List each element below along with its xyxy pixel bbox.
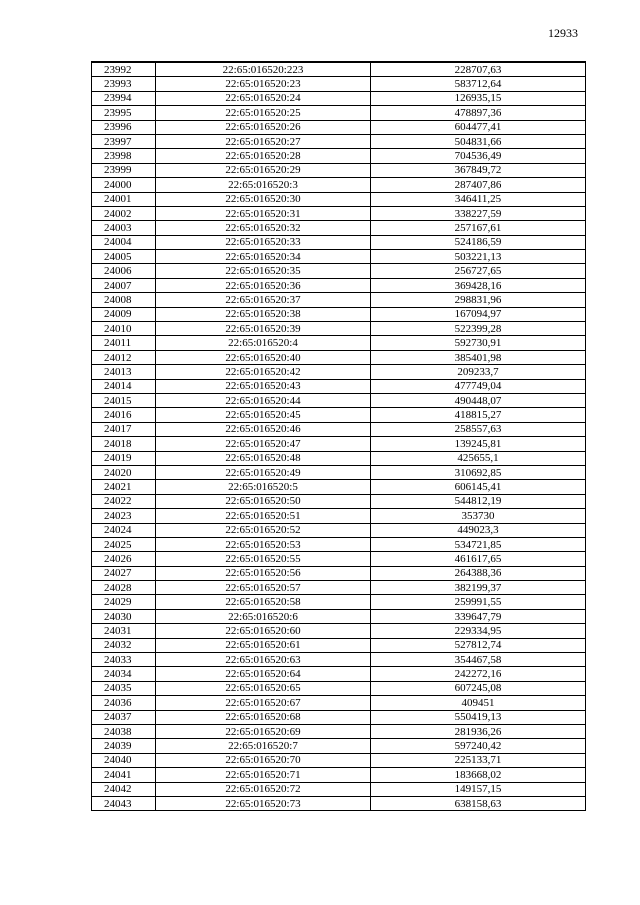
cadastral-number-cell: 22:65:016520:56 bbox=[156, 566, 371, 580]
row-index-cell: 24038 bbox=[92, 724, 156, 738]
cadastral-number-cell: 22:65:016520:72 bbox=[156, 782, 371, 796]
row-index-cell: 24010 bbox=[92, 322, 156, 336]
table-row bbox=[92, 537, 586, 551]
table-row bbox=[92, 724, 586, 738]
cadastral-number-cell: 22:65:016520:53 bbox=[156, 537, 371, 551]
value-cell: 225133,71 bbox=[371, 753, 586, 767]
cadastral-number-cell: 22:65:016520:57 bbox=[156, 581, 371, 595]
row-index-cell: 24021 bbox=[92, 480, 156, 494]
table-row bbox=[92, 379, 586, 393]
cadastral-number-cell: 22:65:016520:39 bbox=[156, 322, 371, 336]
row-index-cell: 24027 bbox=[92, 566, 156, 580]
row-index-cell: 24017 bbox=[92, 422, 156, 436]
row-index-cell: 23995 bbox=[92, 106, 156, 120]
row-index-cell: 24035 bbox=[92, 681, 156, 695]
row-index-cell: 24024 bbox=[92, 523, 156, 537]
table-row bbox=[92, 624, 586, 638]
table-row bbox=[92, 393, 586, 407]
table-row bbox=[92, 106, 586, 120]
cadastral-number-cell: 22:65:016520:25 bbox=[156, 106, 371, 120]
value-cell: 229334,95 bbox=[371, 624, 586, 638]
cadastral-number-cell: 22:65:016520:223 bbox=[156, 62, 371, 77]
value-cell: 604477,41 bbox=[371, 120, 586, 134]
value-cell: 167094,97 bbox=[371, 307, 586, 321]
row-index-cell: 24030 bbox=[92, 609, 156, 623]
cadastral-number-cell: 22:65:016520:67 bbox=[156, 696, 371, 710]
value-cell: 139245,81 bbox=[371, 437, 586, 451]
value-cell: 242272,16 bbox=[371, 667, 586, 681]
cadastral-number-cell: 22:65:016520:37 bbox=[156, 293, 371, 307]
table-row bbox=[92, 653, 586, 667]
table-row bbox=[92, 250, 586, 264]
value-cell: 503221,13 bbox=[371, 250, 586, 264]
value-cell: 264388,36 bbox=[371, 566, 586, 580]
row-index-cell: 24006 bbox=[92, 264, 156, 278]
value-cell: 550419,13 bbox=[371, 710, 586, 724]
table-row bbox=[92, 278, 586, 292]
value-cell: 209233,7 bbox=[371, 365, 586, 379]
row-index-cell: 24019 bbox=[92, 451, 156, 465]
table-row bbox=[92, 336, 586, 350]
table-row bbox=[92, 768, 586, 782]
table-row bbox=[92, 480, 586, 494]
row-index-cell: 23997 bbox=[92, 134, 156, 148]
value-cell: 592730,91 bbox=[371, 336, 586, 350]
table-row bbox=[92, 91, 586, 105]
cadastral-number-cell: 22:65:016520:34 bbox=[156, 250, 371, 264]
cadastral-number-cell: 22:65:016520:61 bbox=[156, 638, 371, 652]
value-cell: 354467,58 bbox=[371, 653, 586, 667]
table-row bbox=[92, 494, 586, 508]
table-row bbox=[92, 408, 586, 422]
cadastral-number-cell: 22:65:016520:4 bbox=[156, 336, 371, 350]
table-row bbox=[92, 235, 586, 249]
value-cell: 704536,49 bbox=[371, 149, 586, 163]
row-index-cell: 24004 bbox=[92, 235, 156, 249]
value-cell: 490448,07 bbox=[371, 393, 586, 407]
table-row bbox=[92, 581, 586, 595]
table-row bbox=[92, 307, 586, 321]
value-cell: 418815,27 bbox=[371, 408, 586, 422]
value-cell: 606145,41 bbox=[371, 480, 586, 494]
row-index-cell: 24037 bbox=[92, 710, 156, 724]
cadastral-number-cell: 22:65:016520:26 bbox=[156, 120, 371, 134]
row-index-cell: 24034 bbox=[92, 667, 156, 681]
cadastral-number-cell: 22:65:016520:27 bbox=[156, 134, 371, 148]
value-cell: 504831,66 bbox=[371, 134, 586, 148]
row-index-cell: 24009 bbox=[92, 307, 156, 321]
row-index-cell: 24025 bbox=[92, 537, 156, 551]
row-index-cell: 23996 bbox=[92, 120, 156, 134]
cadastral-number-cell: 22:65:016520:36 bbox=[156, 278, 371, 292]
row-index-cell: 24039 bbox=[92, 739, 156, 753]
table-row bbox=[92, 350, 586, 364]
table-row bbox=[92, 322, 586, 336]
value-cell: 149157,15 bbox=[371, 782, 586, 796]
row-index-cell: 24031 bbox=[92, 624, 156, 638]
table-row bbox=[92, 465, 586, 479]
cadastral-number-cell: 22:65:016520:70 bbox=[156, 753, 371, 767]
cadastral-number-cell: 22:65:016520:51 bbox=[156, 509, 371, 523]
value-cell: 367849,72 bbox=[371, 163, 586, 177]
value-cell: 544812,19 bbox=[371, 494, 586, 508]
table-row bbox=[92, 264, 586, 278]
row-index-cell: 24032 bbox=[92, 638, 156, 652]
table-row bbox=[92, 365, 586, 379]
value-cell: 597240,42 bbox=[371, 739, 586, 753]
value-cell: 310692,85 bbox=[371, 465, 586, 479]
table-row bbox=[92, 796, 586, 810]
row-index-cell: 24022 bbox=[92, 494, 156, 508]
row-index-cell: 23999 bbox=[92, 163, 156, 177]
value-cell: 346411,25 bbox=[371, 192, 586, 206]
row-index-cell: 24036 bbox=[92, 696, 156, 710]
table-row bbox=[92, 523, 586, 537]
cadastral-number-cell: 22:65:016520:50 bbox=[156, 494, 371, 508]
table-row bbox=[92, 782, 586, 796]
cadastral-number-cell: 22:65:016520:23 bbox=[156, 77, 371, 91]
value-cell: 607245,08 bbox=[371, 681, 586, 695]
table-row bbox=[92, 696, 586, 710]
value-cell: 257167,61 bbox=[371, 221, 586, 235]
value-cell: 409451 bbox=[371, 696, 586, 710]
table-row bbox=[92, 739, 586, 753]
data-table bbox=[91, 61, 586, 811]
row-index-cell: 24015 bbox=[92, 393, 156, 407]
table-row bbox=[92, 595, 586, 609]
value-cell: 287407,86 bbox=[371, 178, 586, 192]
row-index-cell: 24043 bbox=[92, 796, 156, 810]
cadastral-number-cell: 22:65:016520:58 bbox=[156, 595, 371, 609]
cadastral-number-cell: 22:65:016520:45 bbox=[156, 408, 371, 422]
value-cell: 258557,63 bbox=[371, 422, 586, 436]
value-cell: 228707,63 bbox=[371, 62, 586, 77]
value-cell: 338227,59 bbox=[371, 206, 586, 220]
cadastral-number-cell: 22:65:016520:29 bbox=[156, 163, 371, 177]
value-cell: 259991,55 bbox=[371, 595, 586, 609]
row-index-cell: 24011 bbox=[92, 336, 156, 350]
value-cell: 477749,04 bbox=[371, 379, 586, 393]
table-row bbox=[92, 552, 586, 566]
row-index-cell: 24016 bbox=[92, 408, 156, 422]
value-cell: 583712,64 bbox=[371, 77, 586, 91]
cadastral-number-cell: 22:65:016520:5 bbox=[156, 480, 371, 494]
table-row bbox=[92, 638, 586, 652]
cadastral-number-cell: 22:65:016520:38 bbox=[156, 307, 371, 321]
table-row bbox=[92, 77, 586, 91]
cadastral-number-cell: 22:65:016520:43 bbox=[156, 379, 371, 393]
row-index-cell: 24023 bbox=[92, 509, 156, 523]
cadastral-number-cell: 22:65:016520:64 bbox=[156, 667, 371, 681]
value-cell: 449023,3 bbox=[371, 523, 586, 537]
value-cell: 256727,65 bbox=[371, 264, 586, 278]
row-index-cell: 24041 bbox=[92, 768, 156, 782]
table-row bbox=[92, 753, 586, 767]
row-index-cell: 24013 bbox=[92, 365, 156, 379]
row-index-cell: 24026 bbox=[92, 552, 156, 566]
row-index-cell: 23992 bbox=[92, 62, 156, 77]
table-row bbox=[92, 134, 586, 148]
table-row bbox=[92, 710, 586, 724]
table-row bbox=[92, 192, 586, 206]
cadastral-number-cell: 22:65:016520:68 bbox=[156, 710, 371, 724]
row-index-cell: 24020 bbox=[92, 465, 156, 479]
cadastral-number-cell: 22:65:016520:35 bbox=[156, 264, 371, 278]
cadastral-number-cell: 22:65:016520:46 bbox=[156, 422, 371, 436]
value-cell: 339647,79 bbox=[371, 609, 586, 623]
table-row bbox=[92, 681, 586, 695]
row-index-cell: 23993 bbox=[92, 77, 156, 91]
table-row bbox=[92, 293, 586, 307]
value-cell: 638158,63 bbox=[371, 796, 586, 810]
value-cell: 183668,02 bbox=[371, 768, 586, 782]
row-index-cell: 24007 bbox=[92, 278, 156, 292]
cadastral-number-cell: 22:65:016520:71 bbox=[156, 768, 371, 782]
cadastral-number-cell: 22:65:016520:44 bbox=[156, 393, 371, 407]
table-row bbox=[92, 509, 586, 523]
cadastral-number-cell: 22:65:016520:28 bbox=[156, 149, 371, 163]
cadastral-number-cell: 22:65:016520:7 bbox=[156, 739, 371, 753]
row-index-cell: 24033 bbox=[92, 653, 156, 667]
cadastral-number-cell: 22:65:016520:60 bbox=[156, 624, 371, 638]
table-row bbox=[92, 120, 586, 134]
table-row bbox=[92, 667, 586, 681]
table-row bbox=[92, 451, 586, 465]
row-index-cell: 24018 bbox=[92, 437, 156, 451]
value-cell: 126935,15 bbox=[371, 91, 586, 105]
row-index-cell: 23998 bbox=[92, 149, 156, 163]
row-index-cell: 24003 bbox=[92, 221, 156, 235]
cadastral-number-cell: 22:65:016520:73 bbox=[156, 796, 371, 810]
value-cell: 382199,37 bbox=[371, 581, 586, 595]
row-index-cell: 24001 bbox=[92, 192, 156, 206]
row-index-cell: 24029 bbox=[92, 595, 156, 609]
value-cell: 281936,26 bbox=[371, 724, 586, 738]
value-cell: 298831,96 bbox=[371, 293, 586, 307]
table-row bbox=[92, 221, 586, 235]
cadastral-number-cell: 22:65:016520:6 bbox=[156, 609, 371, 623]
cadastral-number-cell: 22:65:016520:47 bbox=[156, 437, 371, 451]
cadastral-number-cell: 22:65:016520:49 bbox=[156, 465, 371, 479]
value-cell: 527812,74 bbox=[371, 638, 586, 652]
row-index-cell: 24005 bbox=[92, 250, 156, 264]
table-row bbox=[92, 566, 586, 580]
cadastral-number-cell: 22:65:016520:52 bbox=[156, 523, 371, 537]
row-index-cell: 24028 bbox=[92, 581, 156, 595]
value-cell: 369428,16 bbox=[371, 278, 586, 292]
cadastral-number-cell: 22:65:016520:55 bbox=[156, 552, 371, 566]
row-index-cell: 24014 bbox=[92, 379, 156, 393]
cadastral-number-cell: 22:65:016520:30 bbox=[156, 192, 371, 206]
page-number: 12933 bbox=[548, 26, 578, 40]
cadastral-number-cell: 22:65:016520:65 bbox=[156, 681, 371, 695]
table-row bbox=[92, 206, 586, 220]
value-cell: 461617,65 bbox=[371, 552, 586, 566]
cadastral-number-cell: 22:65:016520:40 bbox=[156, 350, 371, 364]
cadastral-number-cell: 22:65:016520:42 bbox=[156, 365, 371, 379]
value-cell: 353730 bbox=[371, 509, 586, 523]
table-row bbox=[92, 62, 586, 77]
value-cell: 385401,98 bbox=[371, 350, 586, 364]
row-index-cell: 24008 bbox=[92, 293, 156, 307]
row-index-cell: 24002 bbox=[92, 206, 156, 220]
row-index-cell: 24012 bbox=[92, 350, 156, 364]
cadastral-number-cell: 22:65:016520:31 bbox=[156, 206, 371, 220]
row-index-cell: 23994 bbox=[92, 91, 156, 105]
cadastral-number-cell: 22:65:016520:48 bbox=[156, 451, 371, 465]
cadastral-number-cell: 22:65:016520:3 bbox=[156, 178, 371, 192]
row-index-cell: 24000 bbox=[92, 178, 156, 192]
cadastral-number-cell: 22:65:016520:24 bbox=[156, 91, 371, 105]
table-row bbox=[92, 163, 586, 177]
value-cell: 522399,28 bbox=[371, 322, 586, 336]
cadastral-number-cell: 22:65:016520:69 bbox=[156, 724, 371, 738]
table-row bbox=[92, 437, 586, 451]
table-row bbox=[92, 422, 586, 436]
cadastral-number-cell: 22:65:016520:63 bbox=[156, 653, 371, 667]
cadastral-number-cell: 22:65:016520:32 bbox=[156, 221, 371, 235]
value-cell: 478897,36 bbox=[371, 106, 586, 120]
table-row bbox=[92, 178, 586, 192]
table-body bbox=[92, 62, 586, 811]
table-row bbox=[92, 609, 586, 623]
value-cell: 524186,59 bbox=[371, 235, 586, 249]
table-row bbox=[92, 149, 586, 163]
value-cell: 425655,1 bbox=[371, 451, 586, 465]
cadastral-number-cell: 22:65:016520:33 bbox=[156, 235, 371, 249]
value-cell: 534721,85 bbox=[371, 537, 586, 551]
row-index-cell: 24040 bbox=[92, 753, 156, 767]
row-index-cell: 24042 bbox=[92, 782, 156, 796]
